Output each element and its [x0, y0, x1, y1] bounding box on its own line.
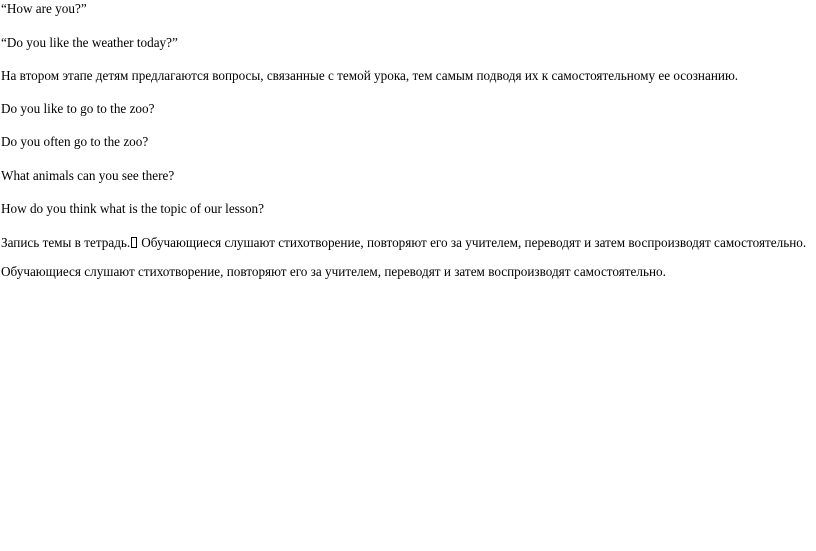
text-topic-note-after: Обучающиеся слушают стихотворение, повторяют его за учителем, переводят и затем воспроизводят самостоятельно. — [141, 235, 807, 250]
text-line-students-listen: Обучающиеся слушают стихотворение, повторяют его за учителем, переводят и затем воспроизводят самостоятельно. — [1, 264, 666, 279]
text-line-topic-note — [1, 235, 806, 251]
text-line-zoo-often-question: Do you often go to the zoo? — [1, 134, 149, 149]
text-line-weather-question: “Do you like the weather today?” — [1, 35, 178, 50]
missing-glyph-icon — [131, 237, 137, 248]
text-line-animals-question: What animals can you see there? — [1, 168, 175, 183]
text-topic-note-before: Запись темы в тетрадь. — [1, 235, 131, 250]
text-line-stage-two-description: На втором этапе детям предлагаются вопросы, связанные с темой урока, тем самым подводя их к самостоятельному ее осознанию. — [1, 68, 739, 83]
text-line-topic-question: How do you think what is the topic of our lesson? — [1, 201, 264, 216]
text-line-greeting-question: “How are you?” — [1, 1, 87, 16]
text-line-zoo-question: Do you like to go to the zoo? — [1, 101, 155, 116]
